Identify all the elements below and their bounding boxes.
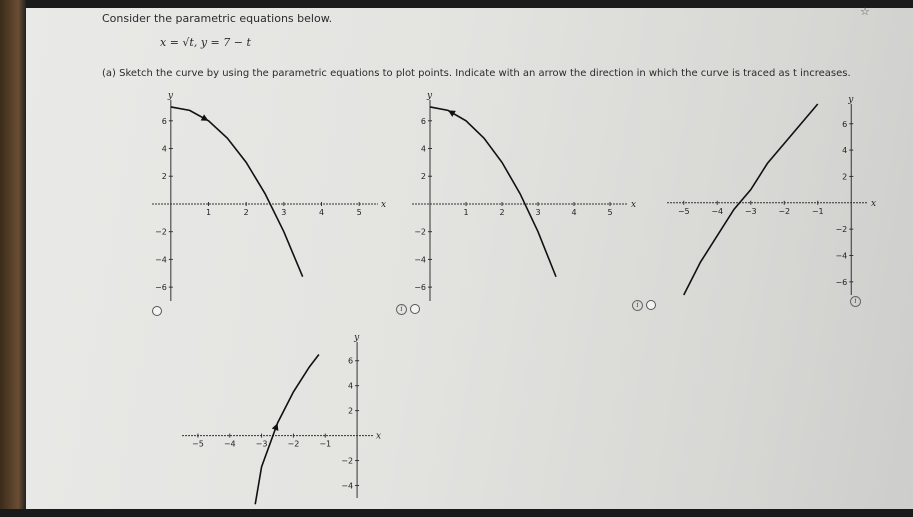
radio-option-a[interactable] <box>152 306 162 316</box>
y-axis-label: y <box>848 95 854 105</box>
x-tick-label: −5 <box>192 439 204 449</box>
x-tick-label: −2 <box>287 439 300 449</box>
y-tick-label: 2 <box>420 172 426 182</box>
x-tick-label: 4 <box>571 207 577 217</box>
y-axis-label: y <box>167 91 173 101</box>
x-tick-label: 1 <box>205 207 212 217</box>
graph-option-c <box>655 92 880 307</box>
x-tick-label: −2 <box>778 206 791 216</box>
radio-option-b[interactable] <box>410 304 420 314</box>
y-tick-label: −6 <box>835 277 848 287</box>
x-tick-label: −5 <box>677 206 690 216</box>
monitor-bezel <box>0 509 913 517</box>
y-tick-label: 4 <box>161 144 167 154</box>
x-tick-label: −4 <box>223 439 236 449</box>
y-tick-label: −4 <box>341 481 354 491</box>
x-tick-label: 1 <box>463 207 469 217</box>
x-tick-label: 2 <box>243 207 249 217</box>
part-a-prompt: (a) Sketch the curve by using the parametric equations to plot points. Indicate with an arrow the direction in which the curve is traced as t increases. <box>102 68 851 79</box>
y-axis-label: y <box>354 333 360 343</box>
graph-option-a <box>140 88 390 313</box>
x-tick-label: −4 <box>711 206 724 216</box>
y-tick-label: −6 <box>414 283 426 293</box>
x-axis-label: x <box>381 199 387 210</box>
x-axis-label: x <box>376 431 382 442</box>
y-tick-label: −4 <box>155 255 167 265</box>
y-tick-label: 6 <box>161 116 167 126</box>
y-tick-label: −2 <box>414 227 426 237</box>
y-tick-label: −4 <box>835 251 848 261</box>
y-tick-label: 2 <box>347 406 354 416</box>
question-intro: Consider the parametric equations below. <box>102 12 333 25</box>
graph-option-d <box>170 330 385 510</box>
y-tick-label: −2 <box>341 456 354 466</box>
x-axis-label: x <box>871 198 877 209</box>
graph-option-b <box>400 88 640 313</box>
curve <box>171 107 303 277</box>
curve <box>684 104 818 295</box>
x-tick-label: 5 <box>607 207 613 217</box>
y-tick-label: −4 <box>414 255 426 265</box>
x-tick-label: 4 <box>318 207 325 217</box>
x-tick-label: 3 <box>535 207 541 217</box>
y-tick-label: 6 <box>842 119 848 129</box>
y-tick-label: −2 <box>155 227 167 237</box>
y-tick-label: 4 <box>842 146 848 156</box>
y-tick-label: 2 <box>842 172 848 182</box>
parametric-equations: x = √t, y = 7 − t <box>160 36 251 49</box>
x-tick-label: 3 <box>281 207 287 217</box>
radio-option-c[interactable] <box>646 300 656 310</box>
x-tick-label: −1 <box>319 439 332 449</box>
x-tick-label: −3 <box>255 439 268 449</box>
y-tick-label: 4 <box>347 381 354 391</box>
info-icon[interactable]: i <box>396 304 407 315</box>
y-axis-label: y <box>427 91 433 101</box>
x-tick-label: 2 <box>499 207 505 217</box>
y-tick-label: −6 <box>155 283 167 293</box>
x-tick-label: −1 <box>811 206 824 216</box>
info-icon[interactable]: i <box>850 296 861 307</box>
info-icon[interactable]: i <box>632 300 643 311</box>
y-tick-label: −2 <box>835 225 848 235</box>
x-tick-label: 5 <box>356 207 362 217</box>
desk-edge <box>0 0 26 517</box>
curve <box>255 354 319 504</box>
x-axis-label: x <box>631 199 637 210</box>
y-tick-label: 4 <box>420 144 426 154</box>
y-tick-label: 2 <box>161 172 167 182</box>
y-tick-label: 6 <box>420 116 426 126</box>
x-tick-label: −3 <box>744 206 757 216</box>
y-tick-label: 6 <box>347 356 354 366</box>
curve <box>430 107 556 277</box>
star-icon[interactable]: ☆ <box>860 5 870 18</box>
